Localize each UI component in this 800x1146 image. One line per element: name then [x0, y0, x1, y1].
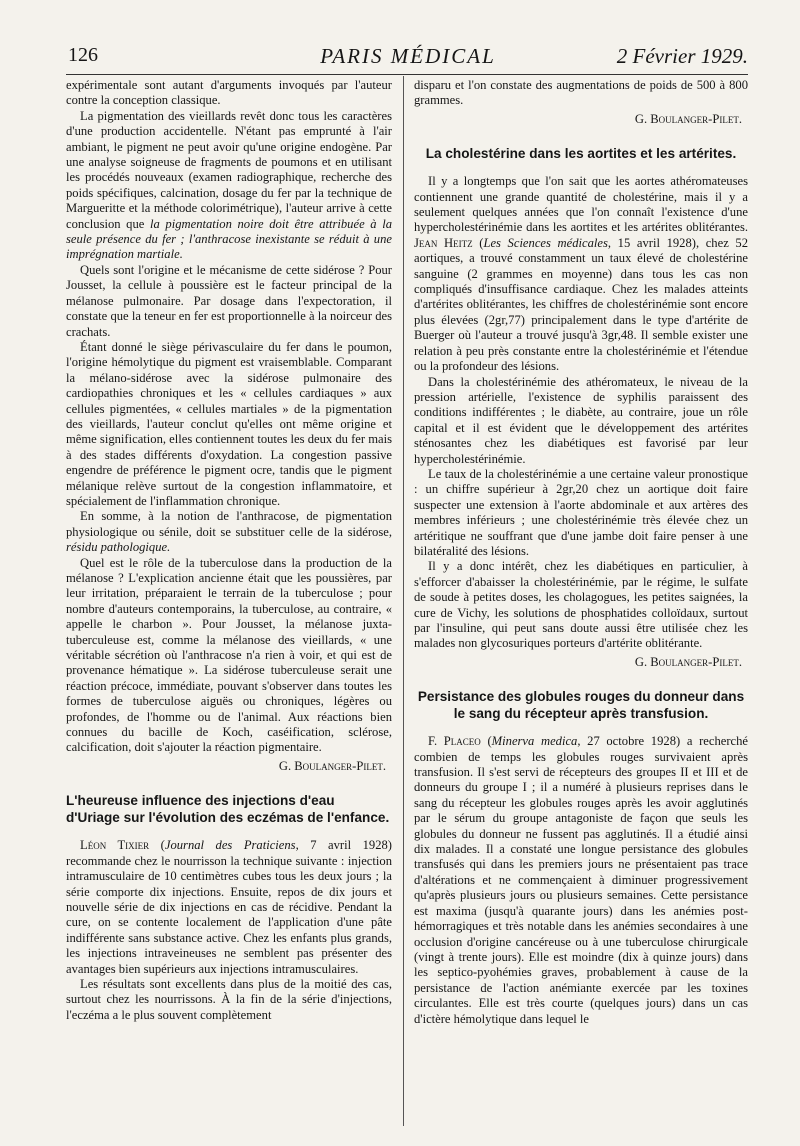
journal-name: Minerva medica — [491, 734, 578, 749]
paragraph: Quels sont l'origine et le mécanisme de cette sidérose ? Pour Jousset, la cellule à poussière est le facteur principal de la mélanose pulmonaire. Par dosage dans l'expectoration, il constate que la teneur en fer est proportionnelle à la noirceur des crachats. — [66, 262, 392, 339]
paragraph: Les résultats sont excellents dans plus de la moitié des cas, surtout chez les nourrissons. À la fin de la série d'injections, l'eczéma a le plus souvent complètement — [66, 976, 392, 1022]
left-column — [66, 78, 392, 1023]
right-column — [414, 78, 748, 1027]
article-heading: L'heureuse influence des injections d'eau d'Uriage sur l'évolution des eczémas de l'enfance. — [66, 793, 390, 826]
paragraph: disparu et l'on constate des augmentations de poids de 500 à 800 grammes. — [414, 78, 748, 108]
paragraph: La pigmentation des vieillards revêt donc tous les caractères d'une production accidentelle. N'étant pas emprunté à l'air ambiant, le pigment ne peut avoir qu'une origine endogène. Par une analyse soigneuse de fragments de poumons et en utilisant les procédés nouveaux (examen radiographique, recherche des poids spécifiques, calcination, dosage du fer par la technique de Margueritte et la méthode colorimétrique), l'auteur arrive à cette conclusion que la pigmentation noire doit être attribuée à la seule présence du fer ; l'anthracose inexistante se réduit à une imprégnation martiale. — [66, 108, 392, 262]
paragraph: Étant donné le siège périvasculaire du fer dans le poumon, l'origine hémolytique du pigment est vraisemblable. Comparant la mélano-sidérose avec la sidérose pulmonaire des cardiopathies chroniques et les « cellules cardiaques » aux cellules pigmentées, « cellules martiales » de la pigmentation des vieillards, l'auteur conclut qu'elles ont même origine et même signification, elles contiennent toutes les deux du fer mais à des stades différents d'oxydation. La congestion passive engendre de préférence le pigment ocre, tandis que le pigment mélanique relève surtout de la congestion inflammatoire, et spécialement de l'inflammation chronique. — [66, 339, 392, 508]
paragraph: Il y a donc intérêt, chez les diabétiques en particulier, à s'efforcer d'abaisser la cholestérinémie, par le régime, le sulfate de soude à petites doses, les cholagogues, les petites saignées, la cure de Vichy, les solutions de phosphatides colloïdaux, surtout par l'insuline, qui peut sans doute aussi être utilisée chez les malades non glycosuriques porteurs d'artérite oblitérante. — [414, 559, 748, 651]
signature: G. Boulanger-Pilet. — [278, 758, 386, 773]
paragraph: F. Placeo (Minerva medica, 27 octobre 1928) a recherché combien de temps les globules rouges survivaient après transfusion. Il s'est servi de récepteurs des groupes II et III et de donneurs du groupe I ; il a numéré à plusieurs reprises dans le sang du récepteur les globules rouges après les avoir agglutinés par le sérum du groupe antagoniste de façon que seuls les globules du donneur ne fussent pas agglutinés. Il a étudié ainsi dix malades. Il a constaté une longue persistance des globules transfusés qui dans les premiers jours ne présentaient pas trace d'altérations et ne commençaient à diminuer progressivement qu'après plusieurs jours ou plusieurs semaines. Cette persistance est maxima (jusqu'à quarante jours) dans les anémies post-hémorragiques et très notable dans les anémies secondaires à une occlusion d'origine cancéreuse ou à une tuberculose chirurgicale (vingt à trente jours). Elle est moindre (dix à quinze jours) dans les septico-pyohémies graves, probablement à cause de la persistance de l'action anémiante exercée par les toxines circulantes. Elle est très courte (quelques jours) dans un cas d'ictère hémolytique dans lequel le — [414, 734, 749, 1026]
signature: G. Boulanger-Pilet. — [634, 111, 742, 126]
paragraph: Quel est le rôle de la tuberculose dans la production de la mélanose ? L'explication ancienne était que les poussières, par leur irritation, préparaient le terrain de la tuberculose ; pour nombre d'auteurs contemporains, la tuberculose, au contraire, « appelle le charbon ». Pour Jousset, la mélanose juxta-tuberculeuse est, comme la mélanose des vieillards, « une véritable sécrétion où l'anthracose n'a rien à voir, et qui est de provenance hématique ». La sidérose tuberculeuse serait une réaction précoce, immédiate, pouvant s'observer dans toutes les formes de tuberculose aiguës ou chroniques, légères ou profondes, de l'homme ou de l'animal. Aux réactions bien connues du bacille de Koch, caséification, sclérose, calcification, doit s'ajouter la réaction pigmentaire. — [66, 555, 392, 755]
journal-title: PARIS MÉDICAL — [320, 44, 496, 68]
paragraph: expérimentale sont autant d'arguments invoqués par l'auteur contre la conception classique. — [66, 78, 392, 108]
paragraph: Léon Tixier (Journal des Praticiens, 7 avril 1928) recommande chez le nourrisson la technique suivante : injection intramusculaire de 10 centimètres cubes tous les deux jours ; la série comporte dix injections. Ensuite, repos de dix jours et nouvelle série de dix injections en cas de récidive. Pendant la cure, on se contente localement de l'application d'une pâte indifférente sans substance active. Chez les enfants plus grands, les injections intraveineuses ne semblent pas présenter des avantages bien supérieurs aux injections intramusculaires. — [66, 838, 392, 976]
page-number: 126 — [68, 44, 98, 66]
author-name: Léon Tixier — [80, 838, 150, 853]
paragraph: Le taux de la cholestérinémie a une certaine valeur pronostique : un chiffre supérieur à 2gr,20 chez un aortique doit faire suspecter une extension à l'aorte abdominale et aux artères des membres inférieurs ; une cholestérinémie très élevée chez un artéritique ne souffrant que d'une jambe doit faire penser à une bilatéralité des lésions. — [414, 466, 748, 558]
article-heading: Persistance des globules rouges du donneur dans le sang du récepteur après transfusion. — [417, 689, 745, 722]
paragraph: Dans la cholestérinémie des athéromateux, le niveau de la pression artérielle, l'existence de syphilis paraissent des conditions indifférentes ; le diabète, au contraire, joue un rôle capital et il est évident que le développement des artérites sténosantes chez les diabétiques est favorisé par leur hypercholestérinémie. — [414, 374, 748, 466]
signature: G. Boulanger-Pilet. — [634, 654, 742, 669]
paragraph: En somme, à la notion de l'anthracose, de pigmentation physiologique ou sénile, doit se substituer celle de la sidérose, résidu pathologique. — [66, 509, 392, 555]
paragraph: Il y a longtemps que l'on sait que les aortes athéromateuses contiennent une grande quantité de cholestérine, mais il y a seulement quelques années que l'on connaît l'existence d'une hypercholestérinémie dans les aortites et les artérites oblitérantes. Jean Heitz (Les Sciences médicales, 15 avril 1928), chez 52 aortiques, a trouvé constamment un taux élevé de cholestérine sanguine (2 grammes en moyenne) dans tous les cas non compliqués d'insuffisance cardiaque. Chez les malades atteints d'artérites oblitérantes, les chiffres de cholestérinémie sont encore plus élevées (2gr,77) principalement dans le type d'artérite de Buerger où l'auteur a trouvé jusqu'à 3gr,48. Il semble exister une relation à peu près constante entre la cholestérinémie et l'étendue ou la profondeur des lésions. — [414, 174, 748, 374]
page-header — [68, 44, 748, 74]
author-name: Jean Heitz — [414, 235, 473, 250]
header-rule — [66, 74, 748, 75]
journal-name: Les Sciences médicales — [483, 235, 608, 250]
column-divider — [403, 76, 404, 1126]
journal-name: Journal des Praticiens — [164, 838, 296, 853]
issue-date: 2 Février 1929. — [616, 44, 748, 68]
article-heading: La cholestérine dans les aortites et les artérites. — [425, 146, 737, 162]
author-name: F. Placeo — [428, 734, 481, 749]
